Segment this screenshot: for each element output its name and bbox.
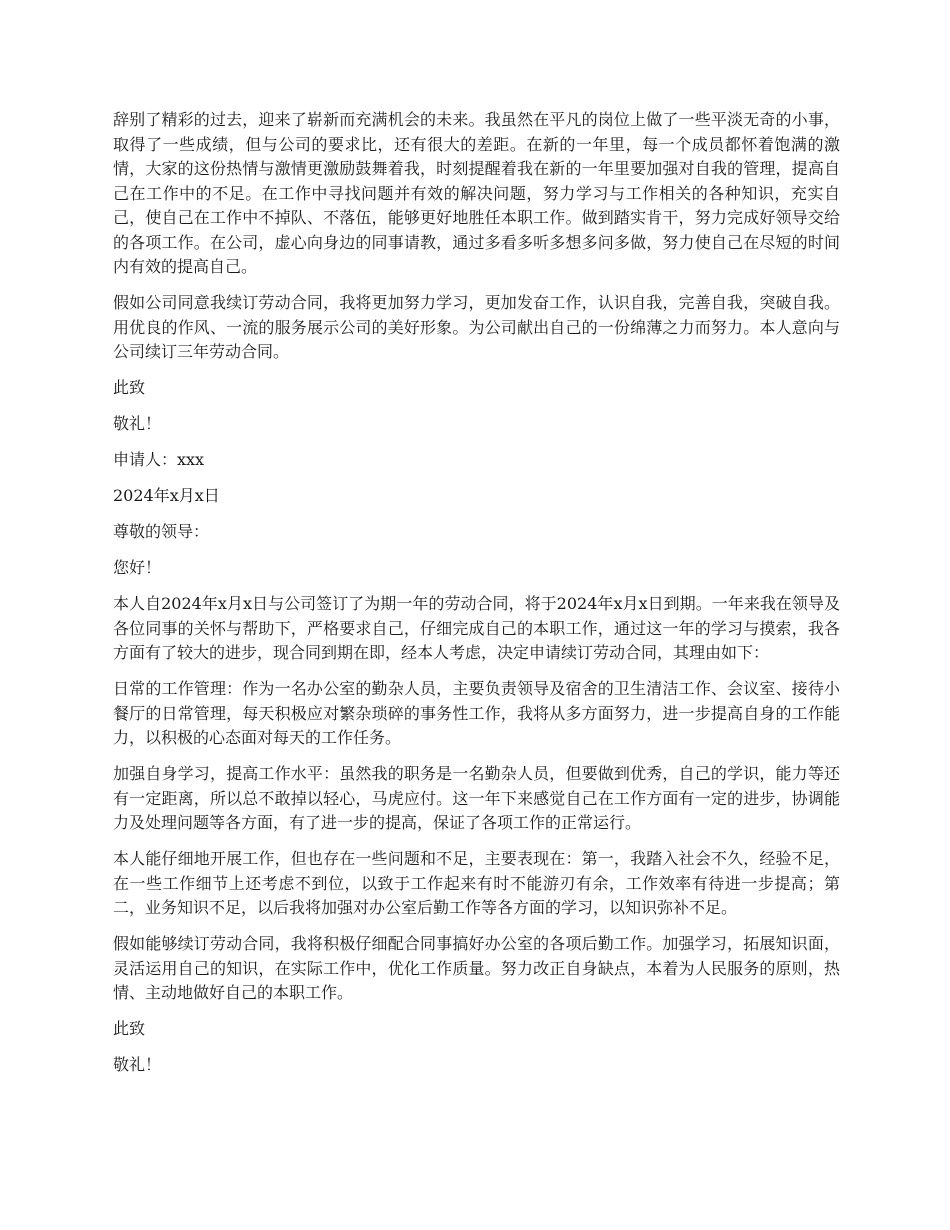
closing-salutation-2: 此致 [113,1019,146,1038]
date-line: 2024年x月x日 [113,486,220,505]
paragraph-reflection: 辞别了精彩的过去，迎来了崭新而充满机会的未来。我虽然在平凡的岗位上做了一些平淡无奇的小事，取得了一些成绩，但与公司的要求比，还有很大的差距。在新的一年里，每一个成员都怀着饱满的激情，大家的这份热情与激情更激励鼓舞着我，时刻提醒着我在新的一年里要加强对自我的管理，提高自己在工作中的不足。在工作中寻找问题并有效的解决问题，努力学习与工作相关的各种知识，充实自己，使自己在工作中不掉队、不落伍，能够更好地胜任本职工作。做到踏实肯干，努力完成好领导交给的各项工作。在公司，虚心向身边的同事请教，通过多看多听多想多问多做，努力使自己在尽短的时间内有效的提高自己。 [113,110,840,276]
closing-salutation: 此致 [113,378,146,397]
paragraph-daily-management: 日常的工作管理：作为一名办公室的勤杂人员，主要负责领导及宿舍的卫生清洁工作、会议室、接待小餐厅的日常管理，每天积极应对繁杂琐碎的事务性工作，我将从多方面努力，进一步提高自身的工作能力，以积极的心态面对每天的工作任务。 [113,679,840,747]
paragraph-self-study: 加强自身学习，提高工作水平：虽然我的职务是一名勤杂人员，但要做到优秀，自己的学识，能力等还有一定距离，所以总不敢掉以轻心，马虎应付。这一年下来感觉自己在工作方面有一定的进步，协调能力及处理问题等各方面，有了进一步的提高，保证了各项工作的正常运行。 [113,764,840,832]
closing-regards-2: 敬礼！ [113,1055,162,1074]
applicant-line: 申请人：xxx [113,450,205,469]
paragraph-commitment: 假如能够续订劳动合同，我将积极仔细配合同事搞好办公室的各项后勤工作。加强学习，拓展知识面，灵活运用自己的知识，在实际工作中，优化工作质量。努力改正自身缺点，本着为人民服务的原则，热情、主动地做好自己的本职工作。 [113,934,840,1002]
closing-regards: 敬礼！ [113,414,162,433]
greeting-addressee: 尊敬的领导： [113,522,210,541]
greeting-hello: 您好！ [113,558,162,577]
document-body [113,108,840,1089]
paragraph-renewal-intent: 假如公司同意我续订劳动合同，我将更加努力学习，更加发奋工作，认识自我，完善自我，突破自我。用优良的作风、一流的服务展示公司的美好形象。为公司献出自己的一份绵薄之力而努力。本人意向与公司续订三年劳动合同。 [113,293,840,361]
paragraph-contract-background: 本人自2024年x月x日与公司签订了为期一年的劳动合同，将于2024年x月x日到期。一年来我在领导及各位同事的关怀与帮助下，严格要求自己，仔细完成自己的本职工作，通过这一年的学习与摸索，我各方面有了较大的进步，现合同到期在即，经本人考虑，决定申请续订劳动合同，其理由如下： [113,594,840,662]
paragraph-shortcomings: 本人能仔细地开展工作，但也存在一些问题和不足，主要表现在：第一，我踏入社会不久，经验不足，在一些工作细节上还考虑不到位，以致于工作起来有时不能游刃有余，工作效率有待进一步提高；第二，业务知识不足，以后我将加强对办公室后勤工作等各方面的学习，以知识弥补不足。 [113,849,840,917]
